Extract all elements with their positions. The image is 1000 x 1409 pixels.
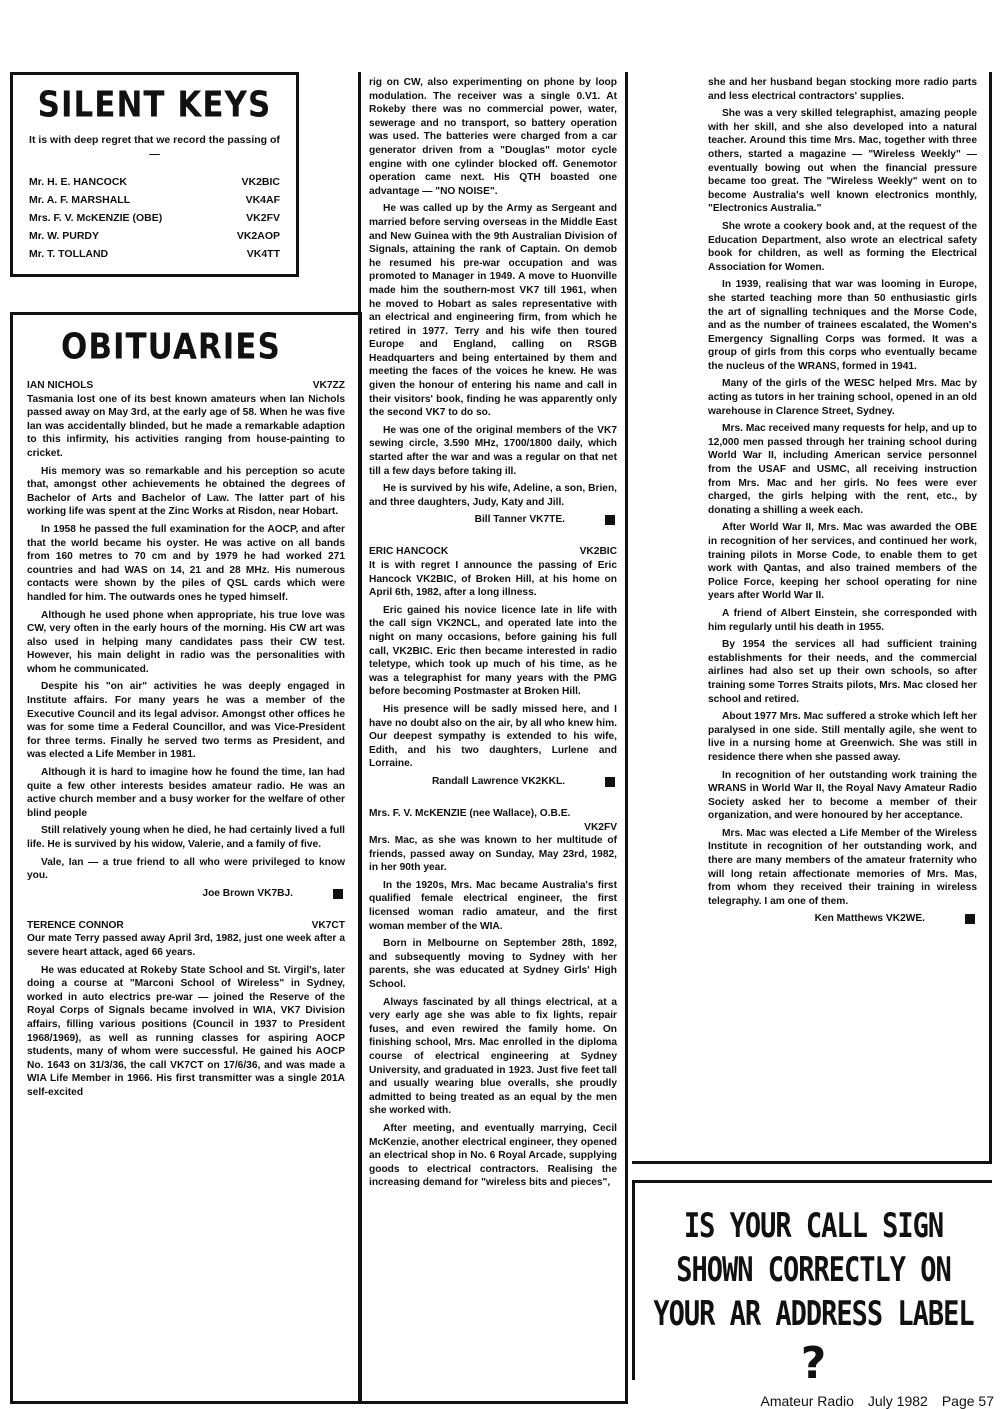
silent-key-entry: Mrs. F. V. McKENZIE (OBE) VK2FV bbox=[29, 212, 280, 224]
obituary-heading-nichols: IAN NICHOLS VK7ZZ bbox=[27, 380, 345, 391]
paragraph: He is survived by his wife, Adeline, a son, Brien, and three daughters, Judy, Katy and Jill. bbox=[369, 483, 617, 508]
silent-key-entry: Mr. H. E. HANCOCK VK2BIC bbox=[29, 176, 280, 188]
paragraph: In the 1920s, Mrs. Mac became Australia's first qualified female electrical engineer, the first licensed woman radio amateur, and the first woman member of the WIA. bbox=[369, 879, 617, 932]
silent-keys-intro: It is with deep regret that we record the passing of — bbox=[29, 134, 280, 160]
obituaries-column bbox=[10, 312, 362, 1404]
silent-key-entry: Mr. A. F. MARSHALL VK4AF bbox=[29, 194, 280, 206]
paragraph: In 1939, realising that war was looming in Europe, she started teaching more than 50 enthusiastic girls the art of signalling techniques and the Morse Code, and as the number of trainees escalated, the Women's Emergency Signalling Corps was formed. It was a group of girls from this corps who eventually became the nucleus of the WRANS, formed in 1941. bbox=[708, 279, 977, 372]
paragraph: It is with regret I announce the passing of Eric Hancock VK2BIC, of Broken Hill, at his home on April 6th, 1982, after a long illness. bbox=[369, 560, 617, 599]
paragraph: She wrote a cookery book and, at the request of the Education Department, also wrote an electrical safety book for children, as well as forming the Electrical Association for Women. bbox=[708, 220, 977, 273]
silent-key-entry: Mr. T. TOLLAND VK4TT bbox=[29, 248, 280, 260]
paragraph: She was a very skilled telegraphist, amazing people with her skill, and she also developed into a natural teacher. Around this time Mrs. Mac, together with three others, started a magazine — "Wireless Weekly" — eventually bowing out when the financial pressure became too great. The "Wireless Weekly" went on to become Australia's well known electronics monthly, "Electronics Australia." bbox=[708, 108, 977, 215]
obituary-heading-hancock: ERIC HANCOCK VK2BIC bbox=[369, 546, 617, 558]
paragraph: Many of the girls of the WESC helped Mrs. Mac by acting as tutors in her training school, opened in an old warehouse in Clarence Street, Sydney. bbox=[708, 378, 977, 417]
paragraph: Although he used phone when appropriate, his true love was CW, very often in the early hours of the morning. His CW art was also used in helping many candidates pass their CW test. However, his main delight in radio was the personalities with whom he communicated. bbox=[27, 609, 345, 675]
signature-row bbox=[27, 887, 345, 901]
paragraph: In recognition of her outstanding work training the WRANS in World War II, the Royal Navy Amateur Radio Society asked her to become a member of their organization, and were honoured by her acceptance. bbox=[708, 769, 977, 822]
paragraph: He was one of the original members of the VK7 sewing circle, 3.590 MHz, 1700/1800 daily, which started after the war and was a regular on that net till a few days before taking ill. bbox=[369, 424, 617, 477]
paragraph: Vale, Ian — a true friend to all who were privileged to know you. bbox=[27, 856, 345, 882]
paragraph: A friend of Albert Einstein, she corresponded with him regularly until his death in 1955. bbox=[708, 607, 977, 633]
magazine-name: Amateur Radio bbox=[760, 1393, 854, 1409]
paragraph: Although it is hard to imagine how he found the time, Ian had quite a few other interests besides amateur radio. He was an active church member and a busy worker for the welfare of other blind people bbox=[27, 767, 345, 819]
paragraph: she and her husband began stocking more radio parts and less electrical contractors' supplies. bbox=[708, 77, 977, 102]
obituary-heading-mckenzie: Mrs. F. V. McKENZIE (nee Wallace), O.B.E. bbox=[369, 807, 571, 819]
signature: Ken Matthews VK2WE. bbox=[814, 913, 925, 925]
obituaries-title: OBITUARIES bbox=[61, 326, 281, 368]
signature: Randall Lawrence VK2KKL. bbox=[431, 775, 565, 787]
column-2 bbox=[358, 72, 628, 1404]
paragraph: Mrs. Mac was elected a Life Member of the Wireless Institute in recognition of her outstanding work, and there are many members of the amateur fraternity who will long retain affectionate memories of Mrs. Mas, from whom they received their training in wireless telegraphy. I am one of them. bbox=[708, 827, 977, 907]
notice-line: SHOWN CORRECTLY ON bbox=[676, 1251, 951, 1290]
end-mark-icon bbox=[605, 777, 615, 787]
paragraph: His memory was so remarkable and his perception so acute that, amongst other achievements he obtained the degrees of Bachelor of Arts and Bachelor of Law. The latter part of his working life was spent at the Zinc Works at Risdon, near Hobart. bbox=[27, 465, 345, 518]
obituary-heading-connor: TERENCE CONNOR VK7CT bbox=[27, 919, 345, 931]
paragraph: Despite his "on air" activities he was deeply engaged in Institute affairs. For many years he was a member of the Executive Council and its legal advisor. Amongst other offices he was for some time a Federal Councillor, and was Vice-President for three terms. Finally he served two terms as President, and was elected a Life Member in 1981. bbox=[27, 681, 345, 761]
silent-keys-box bbox=[10, 72, 299, 277]
paragraph: By 1954 the services all had sufficient training establishments for their needs, and the commercial airlines had also set up their own schools, so after training some Torres Straits pilots, Mrs. Mac closed her school and retired. bbox=[708, 639, 977, 705]
paragraph: His presence will be sadly missed here, and I have no doubt also on the air, by all who knew him. Our deepest sympathy is extended to his wife, Edith, and his two daughters, Lurlene and Lorraine. bbox=[369, 703, 617, 770]
paragraph: Still relatively young when he died, he had certainly lived a full life. He is survived by his widow, Valerie, and a family of five. bbox=[27, 825, 345, 850]
paragraph: About 1977 Mrs. Mac suffered a stroke which left her paralysed in one side. Still mentally agile, she went to live in a nursing home at Greenwich. She was still in residence there when she passed away. bbox=[708, 711, 977, 763]
paragraph: Always fascinated by all things electrical, at a very early age she was able to fix lights, repair fuses, and even rewired the family home. On finishing school, Mrs. Mac enrolled in the diploma course of electrical engineering at Sydney University, and graduated in 1923. Just five feet tall and usually wearing blue overalls, she proudly admitted to being treated as an equal by the men she worked with. bbox=[369, 996, 617, 1117]
signature-row bbox=[708, 912, 977, 926]
page-footer bbox=[761, 1393, 995, 1409]
paragraph: Born in Melbourne on September 28th, 1892, and subsequently moving to Sydney with her parents, she was educated at Sydney Girls' High School. bbox=[369, 938, 617, 991]
paragraph: He was educated at Rokeby State School and St. Virgil's, later doing a course at "Marconi School of Wireless" in Sydney, worked in auto electrics pre-war — joined the Reserve of the Royal Corps of Signals became involved in WIA, VK7 Division affairs, filling various positions (Council in 1937 to President 1968/1969), as well as running classes for aspiring AOCP students, many of whom were successful. He gained his AOCP No. 1643 on 31/3/36, the call VK7CT on 17/6/36, and was made a WIA Life Member in 1966. His first transmitter was a single 201A self-excited bbox=[27, 964, 345, 1098]
callsign-notice-box bbox=[632, 1180, 992, 1389]
page-number: Page 57 bbox=[941, 1393, 994, 1409]
paragraph: In 1958 he passed the full examination for the AOCP, and after that the world became his oyster. He was active on all bands from 160 metres to 70 cm and by 1979 he had worked 271 countries and had WAS on 14, 21 and 28 MHz. His numerous contacts were shown by the piles of QSL cards which were handled for him. The outwards ones he typed himself. bbox=[27, 523, 345, 603]
notice-line: YOUR AR ADDRESS LABEL bbox=[653, 1295, 974, 1334]
notice-line: IS YOUR CALL SIGN bbox=[683, 1207, 944, 1246]
end-mark-icon bbox=[333, 889, 343, 899]
silent-key-entry: Mr. W. PURDY VK2AOP bbox=[29, 230, 280, 242]
paragraph: After meeting, and eventually marrying, Cecil McKenzie, another electrical engineer, they opened an electrical shop in No. 6 Royal Arcade, supplying goods to electrical contractors. Realising the increasing demand for "wireless bits and pieces", bbox=[369, 1122, 617, 1189]
signature-row bbox=[369, 775, 617, 789]
paragraph: rig on CW, also experimenting on phone by loop modulation. The receiver was a single 0.V1. At Rokeby there was no commercial power, water, sewerage and no transport, so battery operation was used. The batteries were charged from a car generator driven from a "Douglas" motor cycle engine with one cylinder blocked off. Genemotor operation came next. His QTH boasted one advantage — "NO NOISE". bbox=[369, 77, 617, 197]
end-mark-icon bbox=[605, 515, 615, 525]
signature-row bbox=[369, 513, 617, 527]
paragraph: Eric gained his novice licence late in life with the call sign VK2NCL, and operated late into the night on many occasions, before gaining his full call, VK2BIC. Eric then became interested in radio teletype, which took up much of his time, as he was a telegraphist for many years with the PMG before becoming Postmaster at Broken Hill. bbox=[369, 604, 617, 698]
paragraph: Tasmania lost one of its best known amateurs when Ian Nichols passed away on May 3rd, at the early age of 58. When he was five Ian was accidentally blinded, but he made a remarkable adaption to this infirmity, his activities ranging from house-painting to cricket. bbox=[27, 393, 345, 459]
paragraph: Our mate Terry passed away April 3rd, 1982, just one week after a severe heart attack, aged 66 years. bbox=[27, 933, 345, 958]
signature: Bill Tanner VK7TE. bbox=[474, 514, 565, 526]
obituary-callsign: VK2FV bbox=[584, 821, 617, 833]
paragraph: Mrs. Mac received many requests for help, and up to 12,000 men passed through her training school during World War II, including American service personnel from the USAF and USMC, all receiving instruction from Mrs. Mac and her girls. No fees were ever charged, the girls helping with the rent, etc., by donating a shilling a week each. bbox=[708, 423, 977, 516]
question-mark-icon: ? bbox=[800, 1338, 827, 1389]
paragraph: Mrs. Mac, as she was known to her multitude of friends, passed away on Sunday, May 23rd, 1982, in her 90th year. bbox=[369, 835, 617, 874]
signature: Joe Brown VK7BJ. bbox=[202, 887, 293, 899]
paragraph: After World War II, Mrs. Mac was awarded the OBE in recognition of her services, and continued her work, training pilots in Morse Code, to enable them to get work with Qantas, and also trained members of the Police Force, keeping her school operating for nine years after World War II. bbox=[708, 522, 977, 602]
paragraph: He was called up by the Army as Sergeant and married before serving overseas in the Middle East and New Guinea with the 9th Australian Division of Signals, attaining the rank of Captain. On demob he resumed his pre-war occupation and was promoted to Manager in 1949. A move to Huonville made him the southern-most VK7 till 1961, when he moved to Hobart as sales representative with an electrical and engineering firm, from which he retired in 1977. Terry and his wife then toured Europe and England, calling on RSGB Headquarters and being entertained by them and meeting the faces of the voices he knew. He was given the honour of entering his name and call in their visitors' book, finding he was apparently only the second VK7 to do so. bbox=[369, 203, 617, 419]
end-mark-icon bbox=[965, 914, 975, 924]
column-3 bbox=[632, 72, 992, 1164]
silent-keys-title: SILENT KEYS bbox=[37, 84, 272, 126]
issue-date: July 1982 bbox=[867, 1393, 928, 1409]
